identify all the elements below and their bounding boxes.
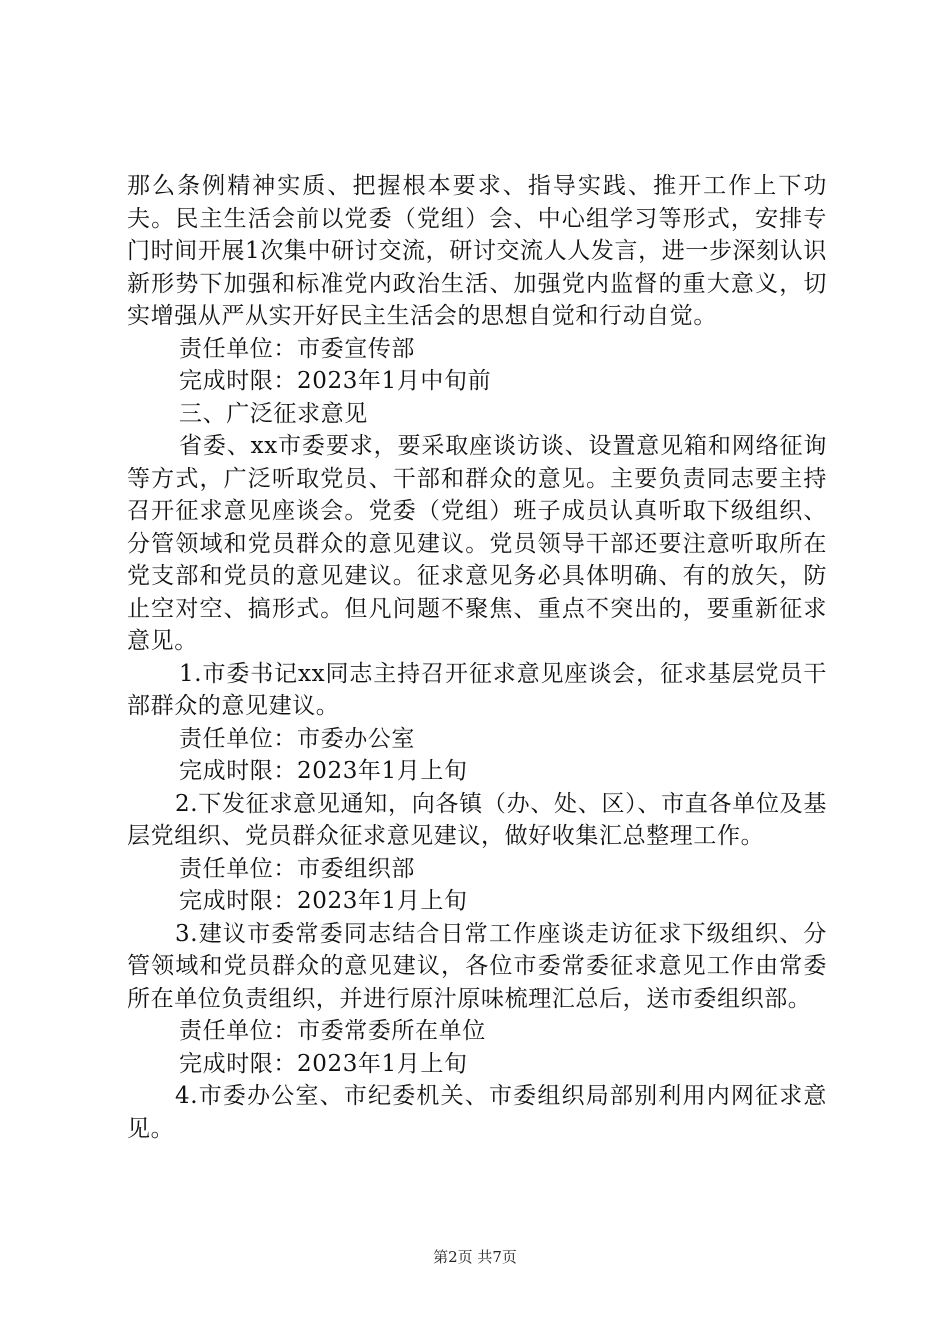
item-1: 1.市委书记xx同志主持召开征求意见座谈会，征求基层党员干部群众的意见建议。	[127, 660, 827, 719]
paragraph-study-discussion: 那么条例精神实质、把握根本要求、指导实践、推开工作上下功夫。民主生活会前以党委（党组）会、中心组学习等形式，安排专门时间开展1次集中研讨交流，研讨交流人人发言，进一步深刻认识新形势下加强和标准党内政治生活、加强党内监督的重大意义，切实增强从严从实开好民主生活会的思想自觉和行动自觉。	[127, 173, 827, 329]
responsible-unit-2: 责任单位：市委办公室	[179, 725, 415, 752]
page-footer: 第2页 共7页	[433, 1248, 517, 1266]
document-body	[127, 170, 827, 1145]
section-heading-3: 三、广泛征求意见	[179, 400, 368, 427]
item-3: 3.建议市委常委同志结合日常工作座谈走访征求下级组织、分管领域和党员群众的意见建议，各位市委常委征求意见工作由常委所在单位负责组织，并进行原汁原味梳理汇总后，送市委组织部。	[127, 920, 827, 1012]
deadline-2: 完成时限：2023年1月上旬	[179, 758, 468, 784]
deadline-4: 完成时限：2023年1月上旬	[179, 1050, 468, 1077]
responsible-unit-1: 责任单位：市委宣传部	[179, 335, 415, 362]
deadline-3: 完成时限：2023年1月上旬	[179, 888, 468, 914]
responsible-unit-3: 责任单位：市委组织部	[179, 855, 415, 882]
deadline-1: 完成时限：2023年1月中旬前	[179, 368, 492, 394]
item-4: 4.市委办公室、市纪委机关、市委组织局部别利用内网征求意见。	[127, 1083, 827, 1142]
paragraph-solicit-opinions: 省委、xx市委要求，要采取座谈访谈、设置意见箱和网络征询等方式，广泛听取党员、干部和群众的意见。主要负责同志要主持召开征求意见座谈会。党委（党组）班子成员认真听取下级组织、分管领域和党员群众的意见建议。党员领导干部还要注意听取所在党支部和党员的意见建议。征求意见务必具体明确、有的放矢，防止空对空、搞形式。但凡问题不聚焦、重点不突出的，要重新征求意见。	[127, 433, 827, 654]
item-2: 2.下发征求意见通知，向各镇（办、处、区）、市直各单位及基层党组织、党员群众征求意见建议，做好收集汇总整理工作。	[127, 790, 827, 849]
responsible-unit-4: 责任单位：市委常委所在单位	[179, 1018, 486, 1044]
